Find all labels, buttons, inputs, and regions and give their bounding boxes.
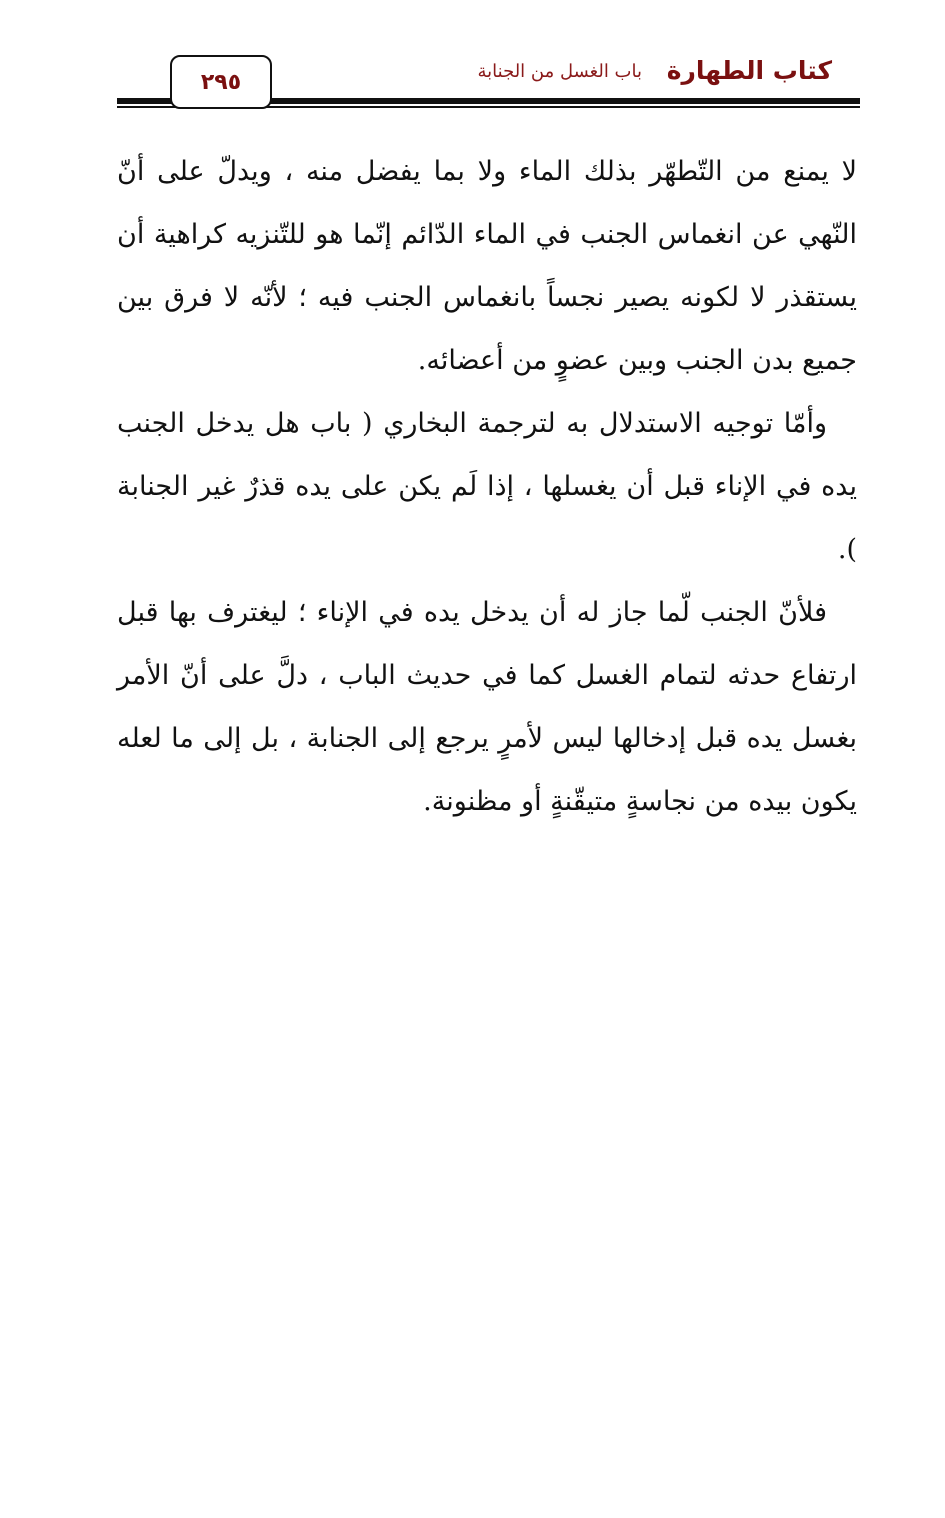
page-number: ٢٩٥ [200,69,242,95]
page-header [117,50,860,110]
chapter-title: باب الغسل من الجنابة [477,61,642,82]
page-number-box [170,55,272,109]
page-body [117,140,857,833]
paragraph-1: لا يمنع من التّطهّر بذلك الماء ولا بما يفضل منه ، ويدلّ على أنّ النّهي عن انغماس الجنب في الماء الدّائم إنّما هو للتّنزيه كراهية أن يستقذر لا لكونه يصير نجساً بانغماس الجنب فيه ؛ لأنّه لا فرق بين جميع بدن الجنب وبين عضوٍ من أعضائه. [117,156,857,376]
paragraph-3: فلأنّ الجنب لّما جاز له أن يدخل يده في الإناء ؛ ليغترف بها قبل ارتفاع حدثه لتمام الغسل كما في حديث الباب ، دلَّ على أنّ الأمر بغسل يده قبل إدخالها ليس لأمرٍ يرجع إلى الجنابة ، بل إلى ما لعله يكون بيده من نجاسةٍ متيقّنةٍ أو مظنونة. [117,597,857,817]
book-title: كتاب الطهارة [666,56,832,85]
paragraph-2: وأمّا توجيه الاستدلال به لترجمة البخاري ( باب هل يدخل الجنب يده في الإناء قبل أن يغسلها ، إذا لَم يكن على يده قذرٌ غير الجنابة ). [117,408,857,565]
